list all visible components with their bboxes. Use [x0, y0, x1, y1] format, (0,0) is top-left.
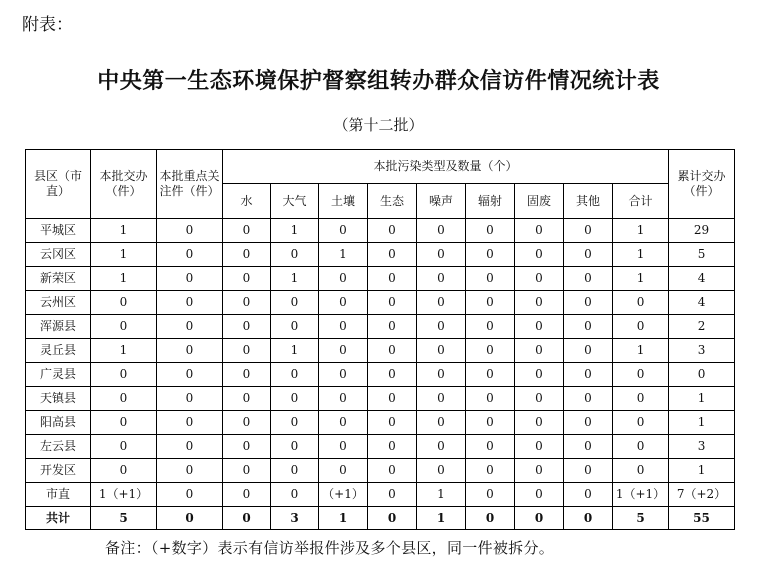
- pollution-type-cell: 0: [417, 315, 466, 339]
- key-focus-cell: 0: [157, 219, 223, 243]
- header-type-other: 其他: [564, 184, 613, 219]
- pollution-type-cell: 0: [613, 363, 669, 387]
- header-type-solid-waste: 固废: [515, 184, 564, 219]
- county-cell: 开发区: [26, 459, 91, 483]
- cumulative-cell: 3: [669, 435, 735, 459]
- header-county: 县区（市直）: [26, 150, 91, 219]
- pollution-type-cell: 0: [515, 387, 564, 411]
- pollution-type-cell: 0: [319, 267, 368, 291]
- pollution-type-cell: 0: [466, 315, 515, 339]
- pollution-type-cell: 0: [368, 315, 417, 339]
- pollution-type-cell: 0: [223, 363, 271, 387]
- header-type-radiation: 辐射: [466, 184, 515, 219]
- pollution-type-cell: 0: [319, 435, 368, 459]
- county-cell: 天镇县: [26, 387, 91, 411]
- pollution-type-cell: 0: [466, 435, 515, 459]
- pollution-type-cell: 0: [223, 339, 271, 363]
- pollution-type-cell: 0: [223, 435, 271, 459]
- county-cell: 云冈区: [26, 243, 91, 267]
- cumulative-cell: 5: [669, 243, 735, 267]
- pollution-type-cell: 0: [613, 315, 669, 339]
- pollution-type-cell: 0: [466, 267, 515, 291]
- pollution-type-cell: 0: [417, 291, 466, 315]
- batch-cell: 5: [91, 507, 157, 530]
- key-focus-cell: 0: [157, 459, 223, 483]
- pollution-type-cell: 0: [368, 435, 417, 459]
- pollution-type-cell: 1: [319, 507, 368, 530]
- batch-cell: 1: [91, 267, 157, 291]
- cumulative-cell: 1: [669, 459, 735, 483]
- cumulative-cell: 0: [669, 363, 735, 387]
- pollution-type-cell: 0: [368, 267, 417, 291]
- key-focus-cell: 0: [157, 483, 223, 507]
- pollution-type-cell: 0: [564, 459, 613, 483]
- cumulative-cell: 4: [669, 267, 735, 291]
- pollution-type-cell: 1: [613, 267, 669, 291]
- statistics-table: [25, 149, 735, 530]
- pollution-type-cell: 0: [564, 339, 613, 363]
- pollution-type-cell: 0: [515, 291, 564, 315]
- pollution-type-cell: 0: [466, 219, 515, 243]
- pollution-type-cell: 0: [368, 387, 417, 411]
- key-focus-cell: 0: [157, 243, 223, 267]
- batch-cell: 0: [91, 291, 157, 315]
- pollution-type-cell: 0: [613, 435, 669, 459]
- key-focus-cell: 0: [157, 315, 223, 339]
- batch-subtitle: （第十二批）: [333, 116, 424, 134]
- pollution-type-cell: 0: [515, 483, 564, 507]
- pollution-type-cell: 0: [613, 387, 669, 411]
- pollution-type-cell: 0: [319, 459, 368, 483]
- pollution-type-cell: 0: [417, 219, 466, 243]
- key-focus-cell: 0: [157, 411, 223, 435]
- county-cell: 左云县: [26, 435, 91, 459]
- pollution-type-cell: 0: [223, 267, 271, 291]
- table-row: [26, 339, 735, 363]
- pollution-type-cell: 0: [319, 219, 368, 243]
- pollution-type-cell: 0: [319, 363, 368, 387]
- batch-cell: 0: [91, 411, 157, 435]
- pollution-type-cell: 0: [417, 243, 466, 267]
- pollution-type-cell: 0: [223, 219, 271, 243]
- pollution-type-cell: 0: [368, 339, 417, 363]
- pollution-type-cell: 0: [613, 411, 669, 435]
- pollution-type-cell: 0: [613, 291, 669, 315]
- pollution-type-cell: 0: [564, 387, 613, 411]
- pollution-type-cell: 1: [613, 339, 669, 363]
- pollution-type-cell: 0: [466, 483, 515, 507]
- pollution-type-cell: 0: [223, 507, 271, 530]
- county-cell: 广灵县: [26, 363, 91, 387]
- batch-cell: 0: [91, 459, 157, 483]
- key-focus-cell: 0: [157, 435, 223, 459]
- pollution-type-cell: 0: [515, 267, 564, 291]
- pollution-type-cell: 1: [417, 507, 466, 530]
- pollution-type-cell: 0: [564, 507, 613, 530]
- pollution-type-cell: 0: [466, 339, 515, 363]
- pollution-type-cell: 0: [466, 459, 515, 483]
- pollution-type-cell: 0: [368, 459, 417, 483]
- table-row: [26, 267, 735, 291]
- header-type-air: 大气: [271, 184, 319, 219]
- header-type-water: 水: [223, 184, 271, 219]
- pollution-type-cell: 0: [271, 459, 319, 483]
- pollution-type-cell: 0: [417, 267, 466, 291]
- batch-cell: 1: [91, 219, 157, 243]
- batch-cell: 1: [91, 243, 157, 267]
- pollution-type-cell: 0: [515, 243, 564, 267]
- table-row: [26, 483, 735, 507]
- pollution-type-cell: 0: [515, 435, 564, 459]
- pollution-type-cell: 1: [319, 243, 368, 267]
- pollution-type-cell: 0: [223, 291, 271, 315]
- pollution-type-cell: 0: [613, 459, 669, 483]
- key-focus-cell: 0: [157, 267, 223, 291]
- county-cell: 市直: [26, 483, 91, 507]
- pollution-type-cell: 0: [417, 459, 466, 483]
- pollution-type-cell: 0: [271, 483, 319, 507]
- pollution-type-cell: 0: [564, 315, 613, 339]
- cumulative-cell: 3: [669, 339, 735, 363]
- pollution-type-cell: 0: [271, 363, 319, 387]
- header-type-soil: 土壤: [319, 184, 368, 219]
- pollution-type-cell: 0: [417, 387, 466, 411]
- header-row-1: [26, 150, 735, 184]
- pollution-type-cell: 0: [368, 483, 417, 507]
- pollution-type-cell: 0: [466, 243, 515, 267]
- pollution-type-cell: 0: [319, 411, 368, 435]
- pollution-type-cell: 0: [319, 315, 368, 339]
- pollution-type-cell: 0: [223, 459, 271, 483]
- key-focus-cell: 0: [157, 339, 223, 363]
- pollution-type-cell: 0: [515, 459, 564, 483]
- total-row: [26, 507, 735, 530]
- pollution-type-cell: 0: [368, 363, 417, 387]
- cumulative-cell: 29: [669, 219, 735, 243]
- pollution-type-cell: 1（+1）: [613, 483, 669, 507]
- table-row: [26, 435, 735, 459]
- pollution-type-cell: 0: [564, 243, 613, 267]
- batch-cell: 0: [91, 315, 157, 339]
- header-type-subtotal: 合计: [613, 184, 669, 219]
- pollution-type-cell: 0: [417, 339, 466, 363]
- header-batch-transferred: 本批交办（件）: [91, 150, 157, 219]
- pollution-type-cell: 0: [515, 315, 564, 339]
- pollution-type-cell: 0: [368, 411, 417, 435]
- attachment-label: 附表：: [22, 15, 73, 35]
- pollution-type-cell: 0: [368, 291, 417, 315]
- pollution-type-cell: 0: [271, 315, 319, 339]
- pollution-type-cell: 0: [319, 387, 368, 411]
- county-cell: 浑源县: [26, 315, 91, 339]
- county-cell: 平城区: [26, 219, 91, 243]
- county-cell: 新荣区: [26, 267, 91, 291]
- pollution-type-cell: 1: [271, 339, 319, 363]
- pollution-type-cell: 0: [515, 339, 564, 363]
- pollution-type-cell: 0: [564, 291, 613, 315]
- key-focus-cell: 0: [157, 387, 223, 411]
- pollution-type-cell: 0: [515, 507, 564, 530]
- pollution-type-cell: 0: [368, 507, 417, 530]
- pollution-type-cell: 0: [564, 219, 613, 243]
- county-cell: 阳高县: [26, 411, 91, 435]
- cumulative-cell: 1: [669, 387, 735, 411]
- pollution-type-cell: 0: [417, 411, 466, 435]
- table-row: [26, 363, 735, 387]
- pollution-type-cell: 0: [271, 411, 319, 435]
- pollution-type-cell: 5: [613, 507, 669, 530]
- pollution-type-cell: 0: [223, 411, 271, 435]
- pollution-type-cell: 3: [271, 507, 319, 530]
- footnote: 备注：（+数字）表示有信访举报件涉及多个县区，同一件被拆分。: [105, 539, 555, 557]
- pollution-type-cell: 1: [417, 483, 466, 507]
- batch-cell: 0: [91, 387, 157, 411]
- page-title: 中央第一生态环境保护督察组转办群众信访件情况统计表: [97, 68, 660, 94]
- pollution-type-cell: 0: [466, 387, 515, 411]
- pollution-type-cell: 1: [613, 243, 669, 267]
- cumulative-cell: 4: [669, 291, 735, 315]
- key-focus-cell: 0: [157, 291, 223, 315]
- header-batch-key-focus: 本批重点关注件（件）: [157, 150, 223, 219]
- key-focus-cell: 0: [157, 507, 223, 530]
- pollution-type-cell: 0: [223, 483, 271, 507]
- batch-cell: 1（+1）: [91, 483, 157, 507]
- header-type-ecology: 生态: [368, 184, 417, 219]
- table-row: [26, 387, 735, 411]
- pollution-type-cell: 0: [564, 267, 613, 291]
- pollution-type-cell: 0: [319, 339, 368, 363]
- table-row: [26, 315, 735, 339]
- county-cell: 云州区: [26, 291, 91, 315]
- pollution-type-cell: 0: [466, 291, 515, 315]
- pollution-type-cell: 0: [515, 219, 564, 243]
- pollution-type-cell: 0: [271, 243, 319, 267]
- table-row: [26, 291, 735, 315]
- pollution-type-cell: 0: [223, 315, 271, 339]
- batch-cell: 0: [91, 363, 157, 387]
- batch-cell: 0: [91, 435, 157, 459]
- county-cell: 灵丘县: [26, 339, 91, 363]
- pollution-type-cell: 0: [368, 219, 417, 243]
- pollution-type-cell: 0: [223, 387, 271, 411]
- batch-cell: 1: [91, 339, 157, 363]
- table-row: [26, 243, 735, 267]
- pollution-type-cell: 1: [271, 219, 319, 243]
- county-cell: 共计: [26, 507, 91, 530]
- table-row: [26, 459, 735, 483]
- pollution-type-cell: 0: [417, 435, 466, 459]
- pollution-type-cell: （+1）: [319, 483, 368, 507]
- pollution-type-cell: 0: [466, 507, 515, 530]
- header-type-noise: 噪声: [417, 184, 466, 219]
- cumulative-cell: 1: [669, 411, 735, 435]
- pollution-type-cell: 0: [515, 411, 564, 435]
- pollution-type-cell: 0: [271, 435, 319, 459]
- pollution-type-cell: 0: [271, 291, 319, 315]
- pollution-type-cell: 0: [368, 243, 417, 267]
- pollution-type-cell: 0: [466, 411, 515, 435]
- pollution-type-cell: 0: [466, 363, 515, 387]
- header-cumulative: 累计交办（件）: [669, 150, 735, 219]
- pollution-type-cell: 0: [564, 411, 613, 435]
- cumulative-cell: 7（+2）: [669, 483, 735, 507]
- pollution-type-cell: 0: [564, 483, 613, 507]
- pollution-type-cell: 0: [417, 363, 466, 387]
- pollution-type-cell: 0: [319, 291, 368, 315]
- cumulative-cell: 2: [669, 315, 735, 339]
- header-pollution-group: 本批污染类型及数量（个）: [223, 150, 669, 184]
- cumulative-cell: 55: [669, 507, 735, 530]
- table-row: [26, 219, 735, 243]
- pollution-type-cell: 0: [564, 435, 613, 459]
- pollution-type-cell: 0: [515, 363, 564, 387]
- key-focus-cell: 0: [157, 363, 223, 387]
- pollution-type-cell: 0: [271, 387, 319, 411]
- pollution-type-cell: 1: [613, 219, 669, 243]
- table-row: [26, 411, 735, 435]
- pollution-type-cell: 0: [564, 363, 613, 387]
- pollution-type-cell: 1: [271, 267, 319, 291]
- pollution-type-cell: 0: [223, 243, 271, 267]
